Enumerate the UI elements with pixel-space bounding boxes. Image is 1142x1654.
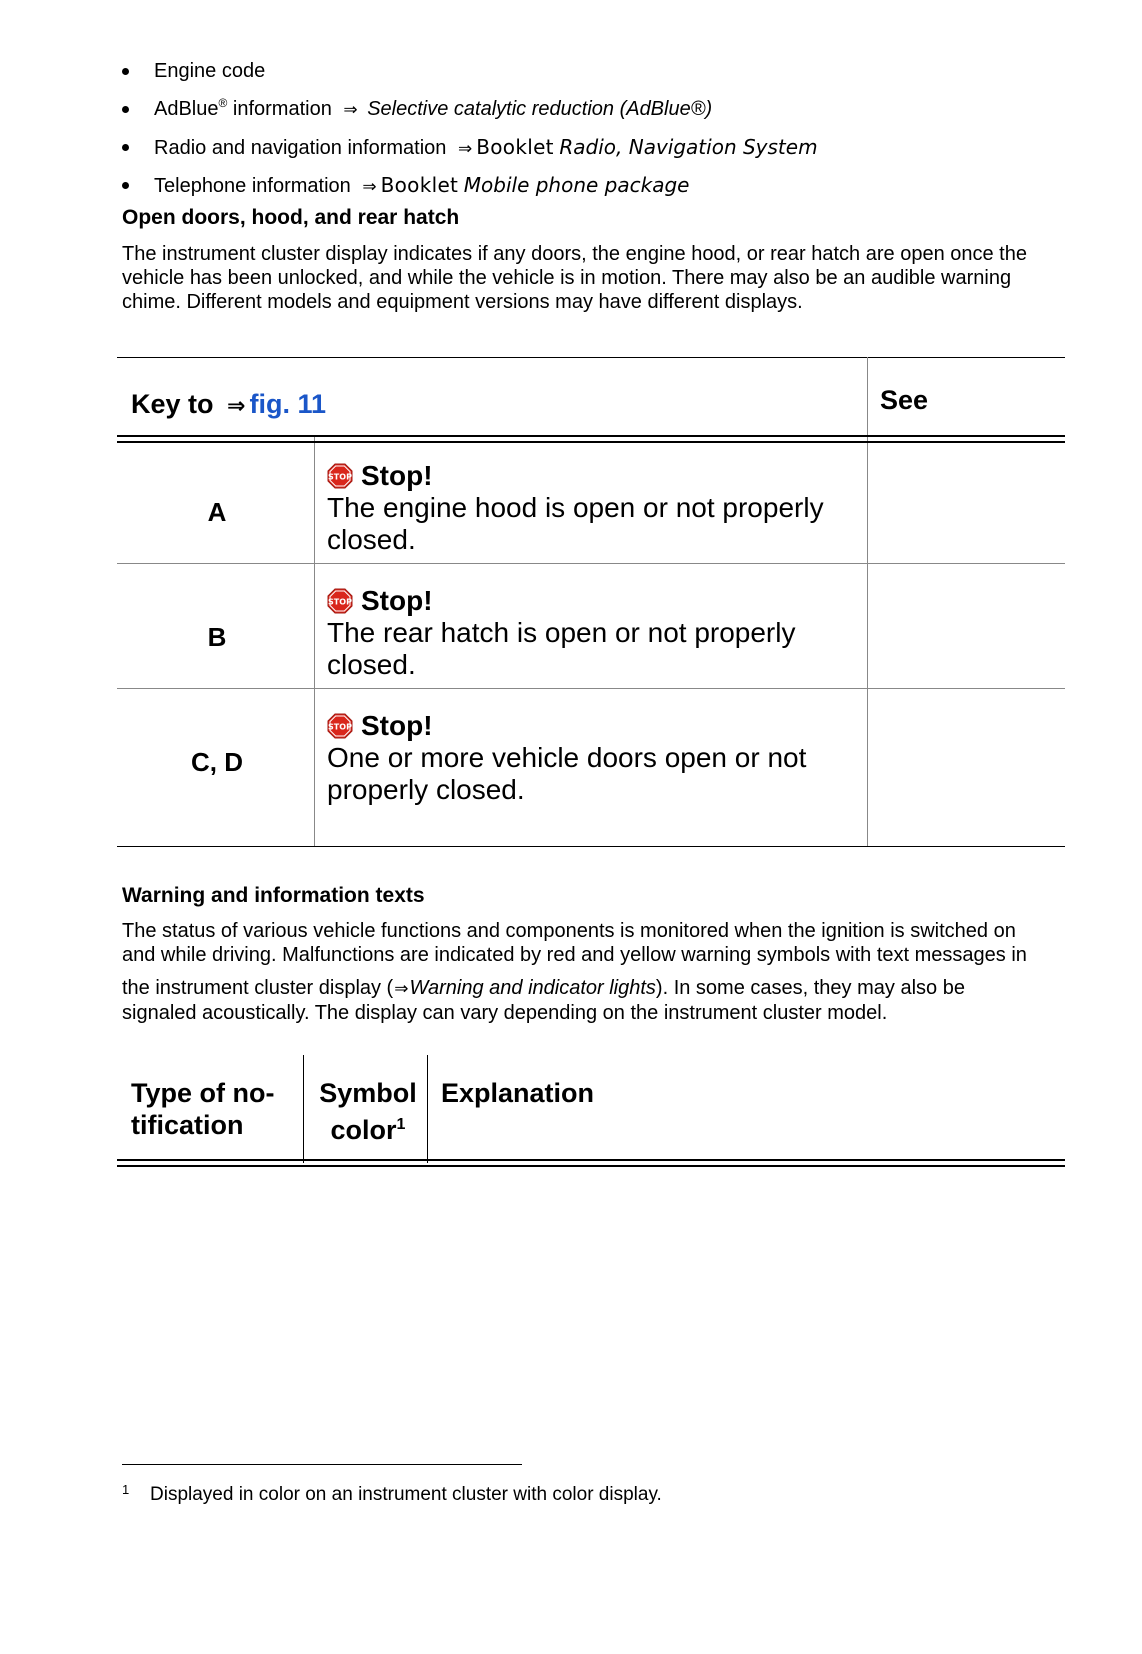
list-item-text: Engine code — [154, 60, 266, 82]
header-line: Symbol — [319, 1078, 417, 1108]
key-title-text: Key to — [131, 389, 214, 419]
bullet-dot — [122, 106, 129, 113]
header-text: color — [330, 1115, 397, 1145]
footnote-text: Displayed in color on an instrument cluster with color display. — [150, 1484, 662, 1505]
stop-sign-icon — [327, 588, 353, 614]
table-bottom-rule — [117, 846, 1065, 847]
stop-label: Stop! — [361, 585, 433, 616]
row-label-b: B — [207, 622, 227, 652]
key-table — [117, 357, 1065, 847]
description-line: The rear hatch is open or not properly — [327, 617, 796, 648]
paragraph-line: signaled acoustically. The display can vary depending on the instrument cluster model. — [122, 1002, 888, 1024]
paragraph-line: The instrument cluster display indicates if any doors, the engine hood, or rear hatch are open once the — [122, 243, 1027, 265]
bullet-dot — [122, 182, 129, 189]
section-heading-open-doors: Open doors, hood, and rear hatch — [122, 206, 460, 229]
row-description — [327, 585, 867, 681]
header-double-rule — [117, 435, 1065, 443]
arrow-icon: ⇒ — [227, 394, 246, 419]
bullet-list — [118, 52, 1078, 204]
header-line: Type of no- — [131, 1078, 275, 1108]
row-divider — [117, 688, 1065, 689]
header-double-rule — [117, 1159, 1065, 1167]
booklet-label: Booklet — [380, 173, 459, 197]
booklet-label: Booklet — [476, 135, 554, 159]
stop-sign-icon — [327, 463, 353, 489]
row-description — [327, 710, 867, 806]
paragraph-line: The status of various vehicle functions and components is monitored when the ignition is switched on — [122, 920, 1016, 942]
stop-icon-text: STOP — [328, 472, 352, 482]
row-description — [327, 460, 867, 556]
list-item — [118, 166, 1078, 204]
paragraph-line-pre: the instrument cluster display ( — [122, 977, 394, 999]
table-column-divider — [867, 357, 868, 847]
notification-table — [117, 1055, 1065, 1165]
cross-reference-link[interactable]: Radio, Navigation System — [559, 135, 818, 159]
paragraph-line: vehicle has been unlocked, and while the vehicle is in motion. There may also be an audible warning — [122, 267, 1012, 289]
footnote-rule — [122, 1464, 522, 1465]
row-label-cd: C, D — [191, 747, 243, 777]
stop-label: Stop! — [361, 460, 433, 491]
arrow-icon: ⇒ — [394, 979, 409, 999]
stop-icon-text: STOP — [328, 722, 352, 732]
footnote-number: 1 — [122, 1482, 130, 1497]
table-column-divider — [427, 1055, 428, 1163]
cross-reference-link[interactable]: Selective catalytic reduction (AdBlue®) — [367, 98, 713, 120]
list-item — [118, 90, 1078, 128]
row-divider — [117, 563, 1065, 564]
arrow-icon: ⇒ — [343, 100, 358, 120]
table-top-rule — [117, 357, 1065, 358]
header-line — [309, 1109, 427, 1146]
section-paragraph — [122, 242, 1082, 314]
footnote-marker: 1 — [396, 1116, 406, 1133]
list-item — [118, 52, 1078, 90]
paragraph-line: and while driving. Malfunctions are indicated by red and yellow warning symbols with text messages in — [122, 944, 1027, 966]
key-table-title — [131, 389, 326, 420]
description-line: The engine hood is open or not properly — [327, 492, 824, 523]
cross-reference-link[interactable]: Warning and indicator lights — [409, 977, 656, 999]
description-line: One or more vehicle doors open or not — [327, 742, 807, 773]
description-line: properly closed. — [327, 774, 525, 805]
bullet-dot — [122, 144, 129, 151]
section-paragraph — [122, 976, 1082, 1025]
stop-heading — [327, 460, 867, 492]
header-line: tification — [131, 1110, 244, 1140]
row-label-a: A — [207, 497, 227, 527]
paragraph-line: chime. Different models and equipment versions may have different displays. — [122, 291, 803, 313]
list-item-prefix: AdBlue — [154, 98, 219, 120]
column-header-explanation: Explanation — [441, 1078, 595, 1108]
stop-heading — [327, 710, 867, 742]
registered-mark: ® — [218, 96, 228, 110]
figure-link[interactable]: fig. 11 — [249, 389, 327, 419]
description-line: closed. — [327, 524, 416, 555]
description-line: closed. — [327, 649, 416, 680]
column-header-symbol-color — [309, 1077, 427, 1146]
list-item-prefix: Radio and navigation information — [154, 137, 447, 159]
column-header-type — [131, 1077, 274, 1141]
table-column-divider — [303, 1055, 304, 1163]
see-column-header: See — [880, 385, 929, 415]
arrow-icon: ⇒ — [362, 177, 377, 197]
cross-reference-link[interactable]: Mobile phone package — [463, 173, 690, 197]
bullet-dot — [122, 68, 129, 75]
section-paragraph — [122, 919, 1082, 967]
stop-sign-icon — [327, 713, 353, 739]
arrow-icon: ⇒ — [457, 139, 473, 159]
list-item-mid: information — [227, 98, 332, 120]
paragraph-line-post: ). In some cases, they may also be — [655, 977, 965, 999]
list-item — [118, 128, 1078, 166]
stop-label: Stop! — [361, 710, 433, 741]
section-heading-warning-texts: Warning and information texts — [122, 884, 425, 907]
list-item-prefix: Telephone information — [154, 175, 351, 197]
stop-heading — [327, 585, 867, 617]
stop-icon-text: STOP — [328, 597, 352, 607]
